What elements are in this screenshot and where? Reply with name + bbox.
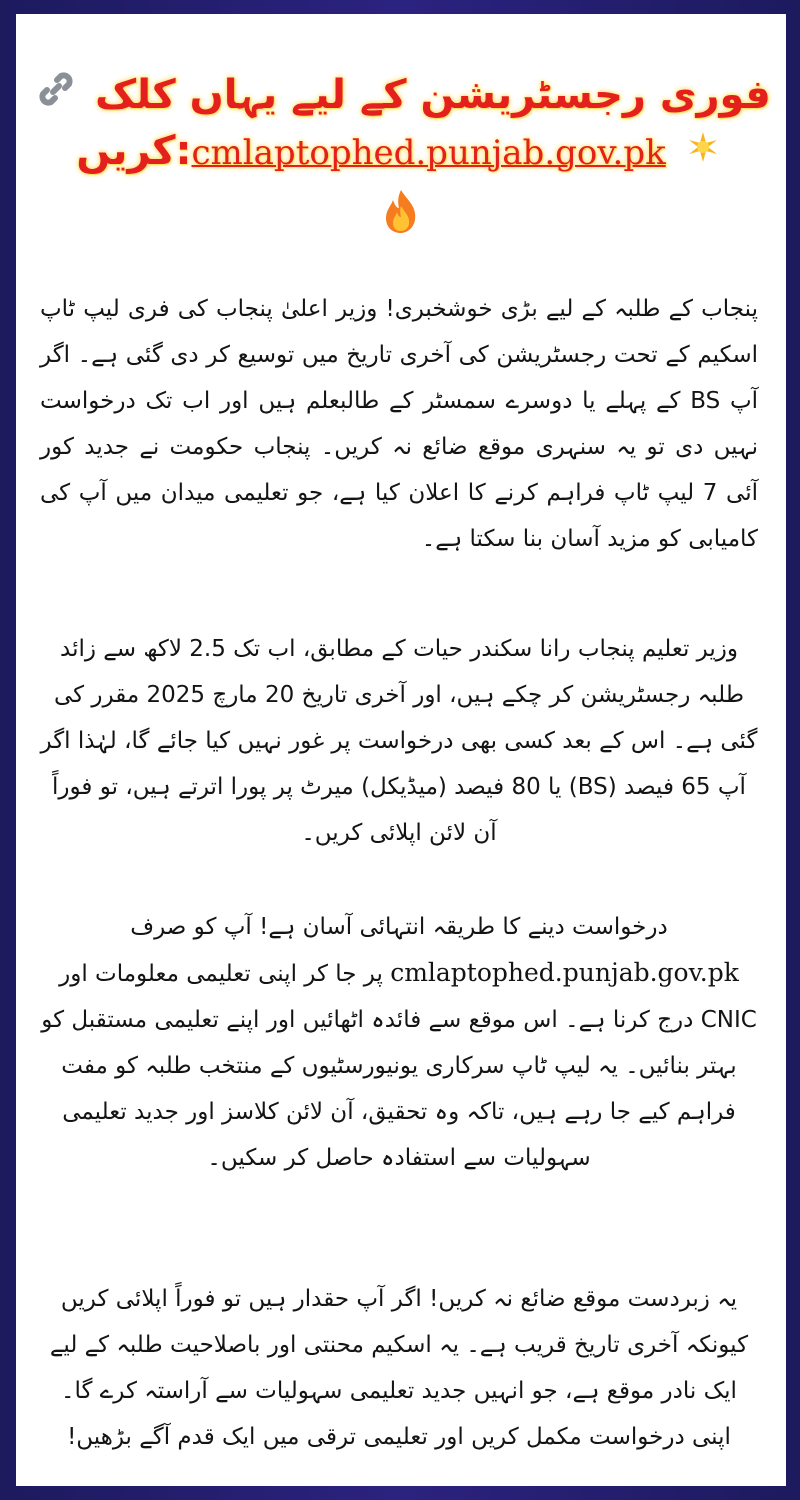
how-to-apply-details: پر جا کر اپنی تعلیمی معلومات اور CNIC درج کرنا ہے۔ اس موقع سے فائدہ اٹھائیں اور اپنے تعلیمی مستقبل کو بہتر بنائیں۔ یہ لیپ ٹاپ سرکاری یونیورسٹیوں کے منتخب طلبہ کو مفت فراہم کیے جا رہے ہیں، تاکہ وہ تحقیق، آن لائن کلاسز اور جدید تعلیمی سہولیات سے استفادہ حاصل کر سکیں۔ xyxy=(41,961,757,1171)
headline-row-2 xyxy=(16,124,786,180)
headline-suffix: :کریں xyxy=(76,128,192,174)
headline-row-1 xyxy=(16,68,786,124)
link-icon xyxy=(37,70,75,124)
article-panel xyxy=(16,14,786,1486)
registration-headline xyxy=(16,14,786,248)
registration-link[interactable]: cmlaptophed.punjab.gov.pk xyxy=(191,133,666,173)
paragraph-minister-statement: وزیر تعلیم پنجاب رانا سکندر حیات کے مطابق، اب تک 2.5 لاکھ سے زائد طلبہ رجسٹریشن کر چکے ہیں، اور آخری تاریخ 20 مارچ 2025 مقرر کی گئی ہے۔ اس کے بعد کسی بھی درخواست پر غور نہیں کیا جائے گا، لہٰذا اگر آپ 65 فیصد (BS) یا 80 فیصد (میڈیکل) میرٹ پر پورا اترتے ہیں، تو فوراً آن لائن اپلائی کریں۔ xyxy=(40,636,758,846)
inline-website-url: cmlaptophed.punjab.gov.pk xyxy=(390,958,739,987)
how-to-apply-intro: درخواست دینے کا طریقہ انتہائی آسان ہے! آپ کو صرف xyxy=(130,914,668,940)
paragraph-how-to-apply xyxy=(16,904,786,1181)
star-icon xyxy=(686,126,720,180)
paragraph-intro: پنجاب کے طلبہ کے لیے بڑی خوشخبری! وزیر اعلیٰ پنجاب کی فری لیپ ٹاپ اسکیم کے تحت رجسٹریشن کی آخری تاریخ میں توسیع کر دی گئی ہے۔ اگر آپ BS کے پہلے یا دوسرے سمسٹر کے طالبعلم ہیں اور اب تک درخواست نہیں دی تو یہ سنہری موقع ضائع نہ کریں۔ پنجاب حکومت نے جدید کور آئی 7 لیپ ٹاپ فراہم کرنے کا اعلان کیا ہے، جو تعلیمی میدان میں آپ کی کامیابی کو مزید آسان بنا سکتا ہے۔ xyxy=(40,296,759,552)
headline-text: فوری رجسٹریشن کے لیے یہاں کلک xyxy=(95,72,771,118)
fire-icon xyxy=(381,188,421,234)
headline-row-3 xyxy=(16,180,786,248)
paragraph-closing: یہ زبردست موقع ضائع نہ کریں! اگر آپ حقدار ہیں تو فوراً اپلائی کریں کیونکہ آخری تاریخ قریب ہے۔ یہ اسکیم محنتی اور باصلاحیت طلبہ کے لیے ایک نادر موقع ہے، جو انہیں جدید تعلیمی سہولیات سے آراستہ کرے گا۔ اپنی درخواست مکمل کریں اور تعلیمی ترقی میں ایک قدم آگے بڑھیں! xyxy=(49,1286,749,1450)
